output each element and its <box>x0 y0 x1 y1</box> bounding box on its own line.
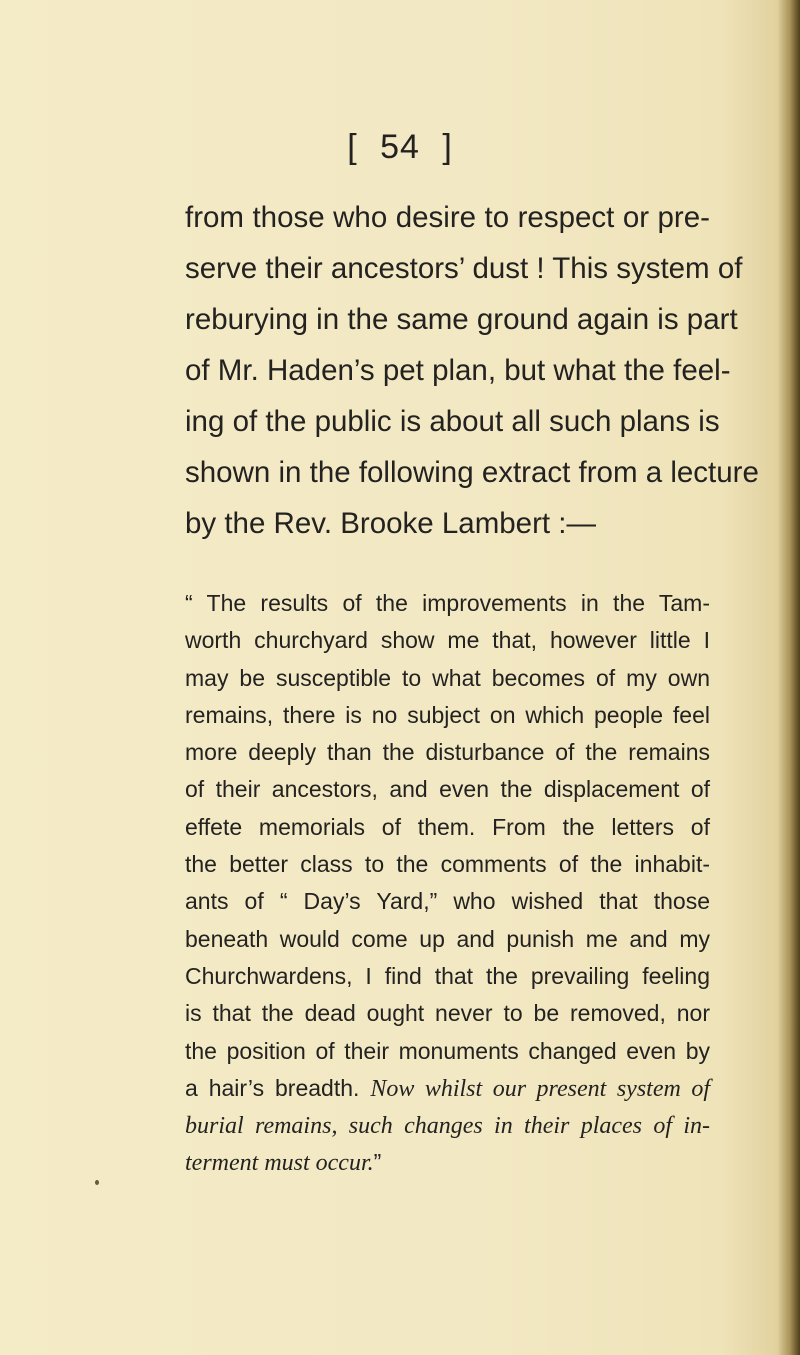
quote-line-italic <box>185 1107 710 1144</box>
quote-line: effete memorials of them. From the letters of <box>185 813 710 840</box>
ink-speck <box>95 1180 99 1185</box>
text-line: serve their ancestors’ dust ! This system of <box>185 252 743 285</box>
quote-line: the better class to the comments of the inhabit- <box>185 851 710 878</box>
quoted-lecture-extract <box>185 585 710 1182</box>
text-line: shown in the following extract from a lecture <box>185 456 759 489</box>
intro-paragraph <box>185 192 759 549</box>
body-text <box>185 192 759 1182</box>
page-edge-shadow <box>778 0 800 1355</box>
page-number: [ 54 ] <box>347 128 453 166</box>
quote-line: worth churchyard show me that, however little I <box>185 627 710 654</box>
quote-italic-text: Now whilst our present system of <box>370 1075 711 1102</box>
text-line: of Mr. Haden’s pet plan, but what the feel- <box>185 354 731 387</box>
quote-line-final <box>185 1144 710 1181</box>
quote-italic-text: burial remains, such changes in their places of in- <box>185 1113 710 1140</box>
quote-line: the position of their monuments changed even by <box>185 1037 710 1064</box>
quote-line: ants of “ Day’s Yard,” who wished that those <box>185 888 710 915</box>
quote-line: “ The results of the improvements in the Tam- <box>185 590 710 616</box>
quote-line-mixed <box>185 1070 710 1107</box>
quote-line: beneath would come up and punish me and my <box>185 925 710 952</box>
quote-line: is that the dead ought never to be removed, nor <box>185 1000 710 1027</box>
quote-line: may be susceptible to what becomes of my own <box>185 664 710 691</box>
text-line: from those who desire to respect or pre- <box>185 201 710 234</box>
quote-italic-text: terment must occur. <box>185 1150 374 1177</box>
quote-line: Churchwardens, I find that the prevailing feeling <box>185 962 710 989</box>
quote-line: remains, there is no subject on which people feel <box>185 701 710 728</box>
closing-quote-mark: ” <box>373 1149 382 1176</box>
text-line: reburying in the same ground again is part <box>185 303 738 336</box>
quote-line: more deeply than the disturbance of the remains <box>185 739 710 766</box>
text-line: ing of the public is about all such plans is <box>185 405 720 438</box>
text-line: by the Rev. Brooke Lambert :— <box>185 507 596 540</box>
quote-line: of their ancestors, and even the displacement of <box>185 776 710 803</box>
quote-plain-text: a hair’s breadth. <box>185 1074 371 1101</box>
